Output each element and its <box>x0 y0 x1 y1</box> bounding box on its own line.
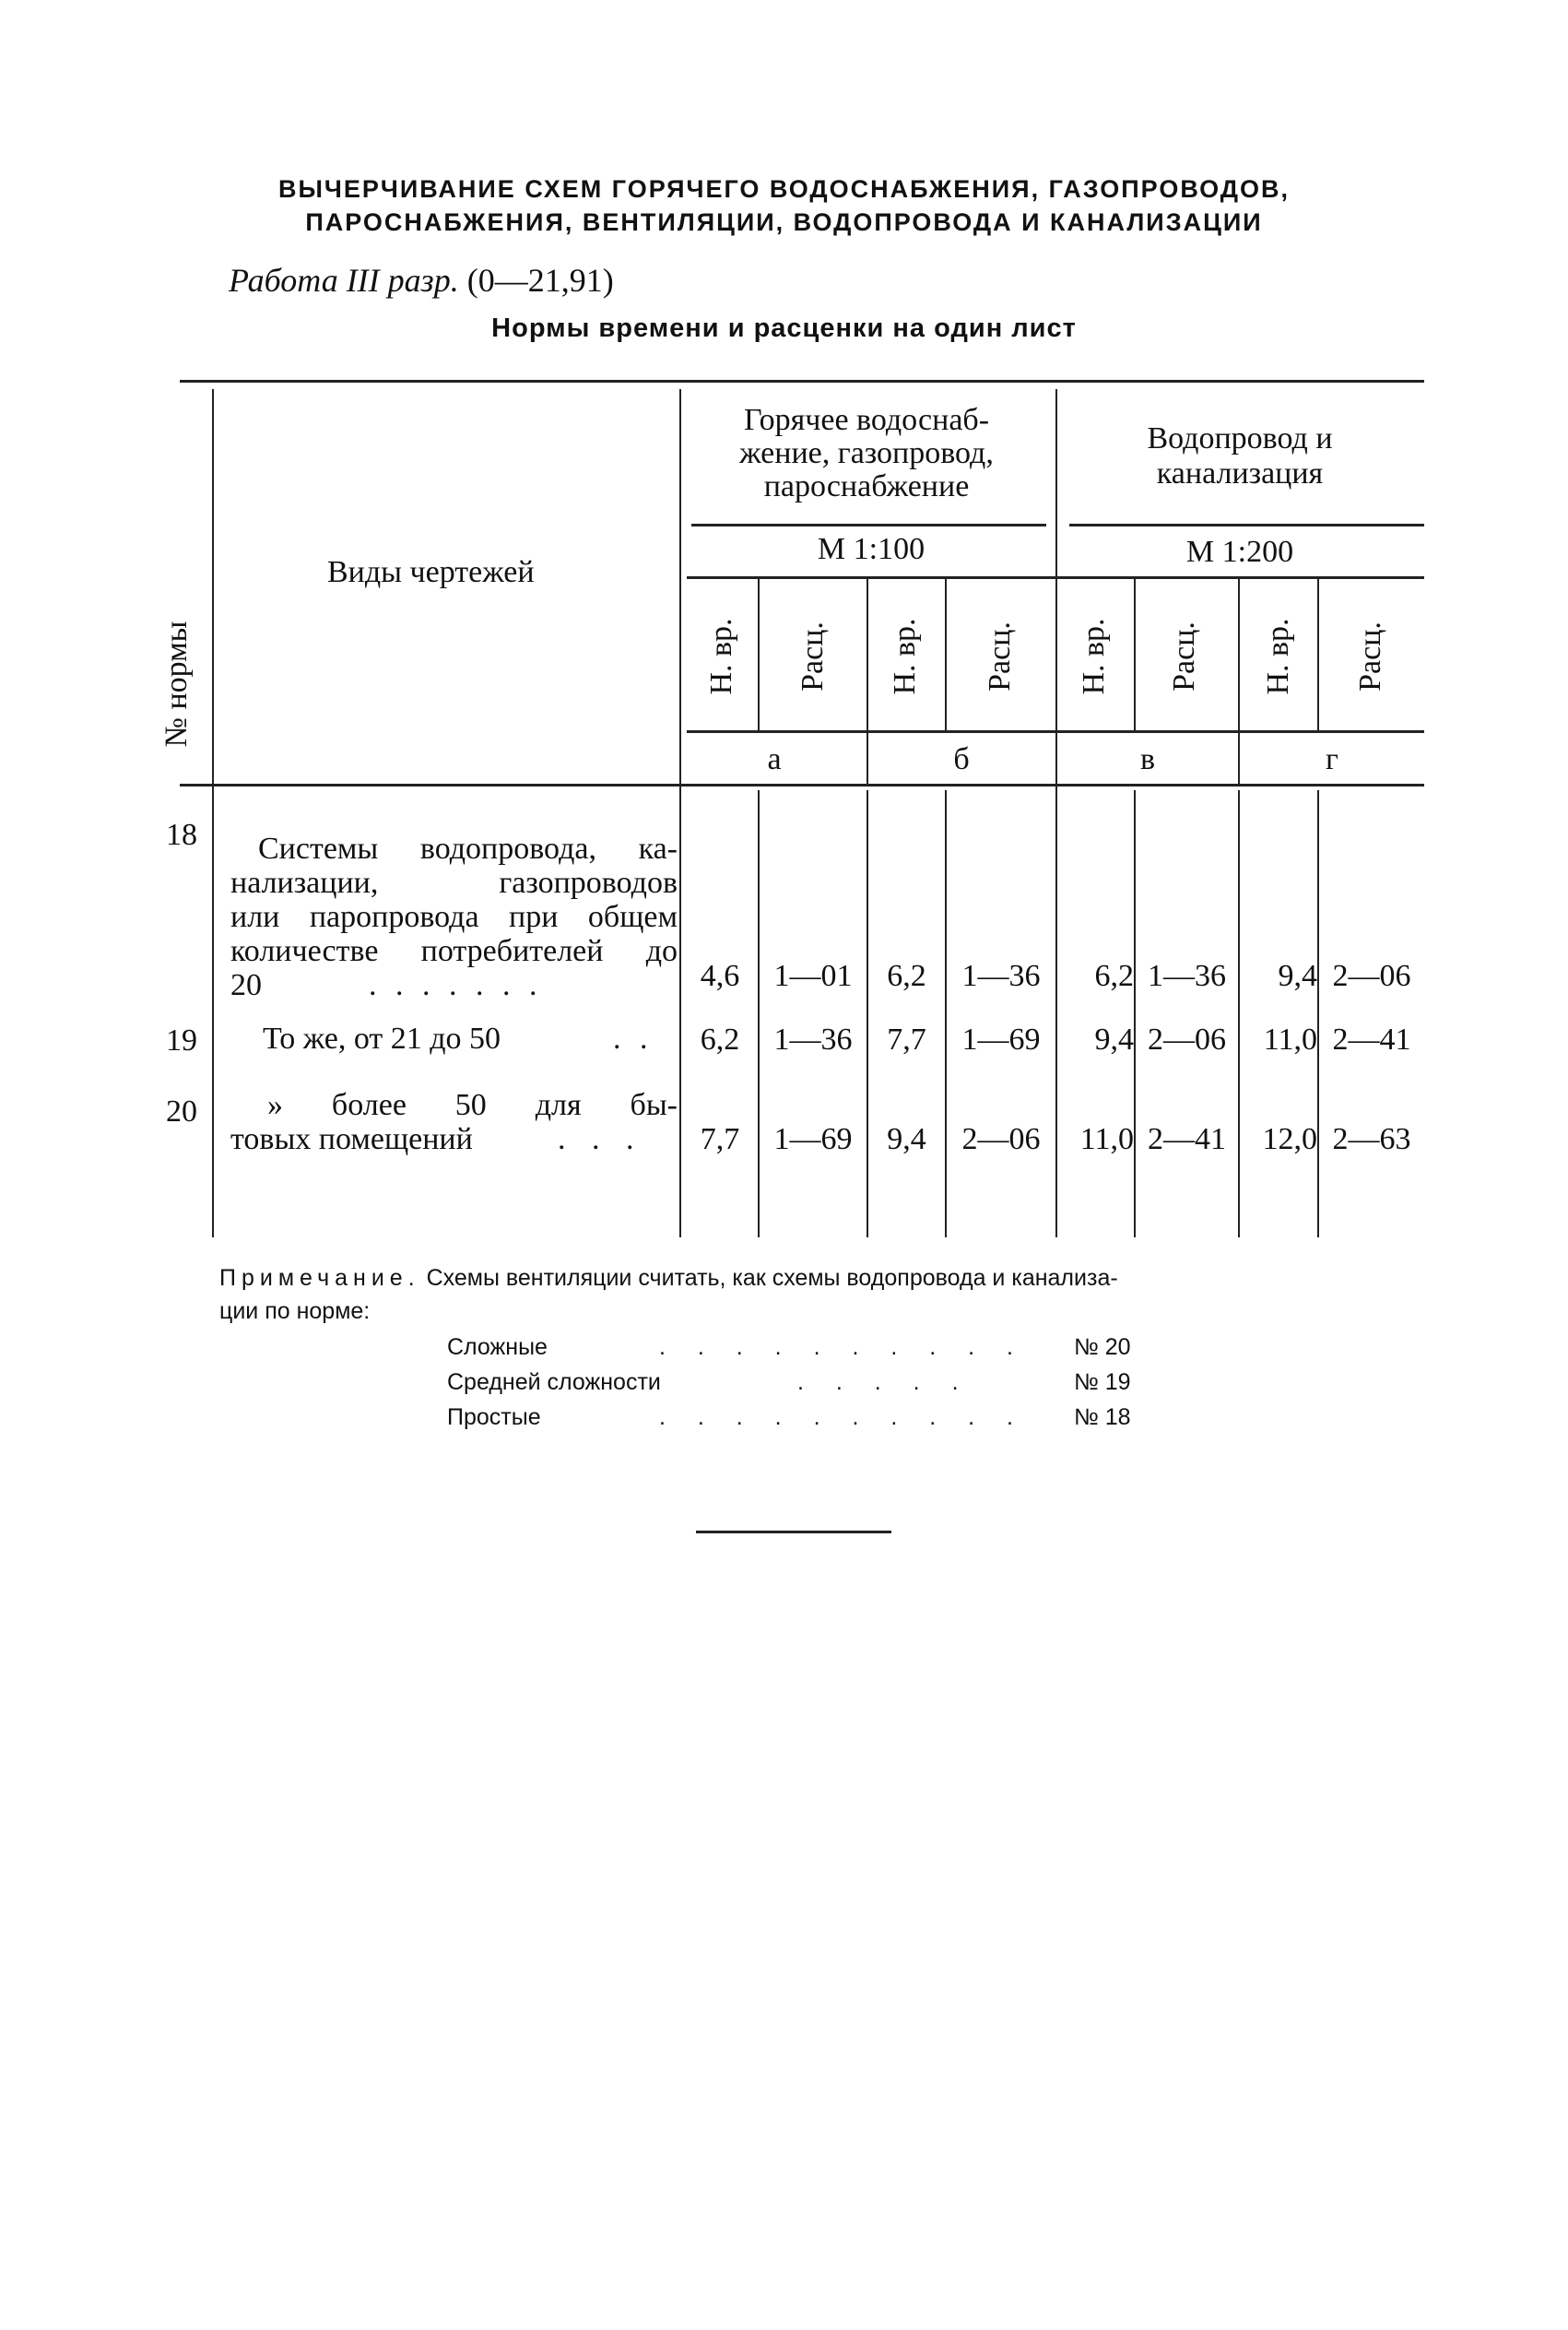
row-19-v-time: 9,4 <box>1094 1023 1134 1057</box>
row-20-g-time: 12,0 <box>1262 1122 1317 1156</box>
col-rule-a <box>758 578 760 730</box>
body-rule-2 <box>867 790 868 1237</box>
title-line-1: ВЫЧЕРЧИВАНИЕ СХЕМ ГОРЯЧЕГО ВОДОСНАБЖЕНИЯ, ГАЗОПРОВОДОВ, <box>277 175 1291 203</box>
note-item-complex <box>447 1334 1148 1369</box>
norms-table <box>159 380 1424 1247</box>
row-18-line-1: Системы водопровода, ка- <box>258 832 678 866</box>
note-item-label: Простые <box>447 1404 541 1430</box>
note-item-medium <box>447 1369 1148 1404</box>
letter-a: а <box>767 742 782 776</box>
table-note <box>219 1261 1418 1328</box>
row-20-number: 20 <box>166 1094 197 1129</box>
body-rule-3 <box>945 790 947 1237</box>
row-18-number: 18 <box>166 818 197 852</box>
note-text-line-2: ции по норме: <box>219 1298 371 1324</box>
header-drawing-types: Виды чертежей <box>327 555 535 589</box>
group1-rule <box>691 524 1046 526</box>
letter-v: в <box>1139 742 1156 776</box>
row-20-dots: . . . <box>558 1122 643 1156</box>
table-top-rule <box>180 380 1424 383</box>
row-19-number: 19 <box>166 1023 197 1058</box>
row-19-b-price: 1—69 <box>961 1023 1041 1057</box>
row-20-description <box>230 1088 678 1156</box>
note-label: Примечание. <box>219 1265 420 1291</box>
col-rule-ab <box>867 578 868 786</box>
note-item-ref: № 20 <box>1074 1334 1131 1360</box>
row-20-b-price: 2—06 <box>961 1122 1041 1156</box>
body-rule-6 <box>1317 790 1319 1237</box>
row-18-g-price: 2—06 <box>1332 959 1411 993</box>
subheader-time-b: Н. вр. <box>888 618 922 695</box>
row-18-a-price: 1—01 <box>773 959 853 993</box>
group1-line-2: жение, газопровод, <box>739 436 994 470</box>
col-rule-g <box>1317 578 1319 730</box>
group1-line-3: пароснабжение <box>763 469 970 503</box>
row-18-description <box>230 832 678 1002</box>
note-item-ref: № 19 <box>1074 1369 1131 1395</box>
scale-1-200: М 1:200 <box>1185 535 1294 569</box>
col-rule-v <box>1134 578 1136 730</box>
row-20-a-price: 1—69 <box>773 1122 853 1156</box>
letter-b: б <box>953 742 970 776</box>
letter-g: г <box>1326 742 1338 776</box>
note-item-dots: . . . . . <box>797 1369 972 1395</box>
row-19-g-time: 11,0 <box>1263 1023 1317 1057</box>
row-19-description <box>230 1022 678 1056</box>
scale-1-100: М 1:100 <box>817 532 925 566</box>
row-19-v-price: 2—06 <box>1148 1023 1226 1057</box>
subheader-time-g: Н. вр. <box>1261 618 1295 695</box>
note-text-line-1: Схемы вентиляции считать, как схемы водопровода и канализа- <box>426 1265 1118 1291</box>
subheader-price-a: Расц. <box>796 621 830 692</box>
col-rule-types <box>679 389 681 1237</box>
col-rule-b <box>945 578 947 730</box>
row-19-g-price: 2—41 <box>1332 1023 1411 1057</box>
row-20-line-1: » более 50 для бы- <box>267 1088 678 1122</box>
subheader-price-g: Расц. <box>1353 621 1387 692</box>
row-18-g-time: 9,4 <box>1278 959 1317 993</box>
row-18-line-2: нализации, газопроводов <box>230 866 678 900</box>
row-18-line-3: или паропровода при общем <box>230 900 678 934</box>
body-rule-5 <box>1238 790 1240 1237</box>
work-grade-label: Работа III разр. <box>229 262 459 299</box>
title-line-2: ПАРОСНАБЖЕНИЯ, ВЕНТИЛЯЦИИ, ВОДОПРОВОДА И КАНАЛИЗАЦИИ <box>305 208 1263 236</box>
row-18-line-5: 20 <box>230 968 262 1002</box>
end-rule <box>696 1531 891 1533</box>
work-grade-code: (0—21,91) <box>466 262 614 299</box>
row-18-dots: . . . . . . . <box>369 968 543 1002</box>
row-18-b-time: 6,2 <box>887 959 926 993</box>
row-20-b-time: 9,4 <box>887 1122 926 1156</box>
row-20-line-2: товых помещений <box>230 1122 473 1156</box>
group2-line-2: канализация <box>1156 456 1324 491</box>
body-rule-1 <box>758 790 760 1237</box>
note-item-dots: . . . . . . . . . . <box>659 1334 1026 1360</box>
note-list <box>447 1334 1148 1439</box>
row-19-a-price: 1—36 <box>773 1023 853 1057</box>
row-20-g-price: 2—63 <box>1332 1122 1411 1156</box>
row-19-b-time: 7,7 <box>887 1023 926 1057</box>
row-19-a-time: 6,2 <box>700 1023 740 1057</box>
row-19-line-1: То же, от 21 до 50 <box>263 1022 501 1056</box>
row-20-v-time: 11,0 <box>1079 1122 1134 1156</box>
subheader-time-v: Н. вр. <box>1077 618 1111 695</box>
group1-line-1: Горячее водоснаб- <box>743 403 990 437</box>
row-18-v-time: 6,2 <box>1094 959 1134 993</box>
group2-rule <box>1069 524 1424 526</box>
row-18-line-4: количестве потребителей до <box>230 934 678 968</box>
header-norm-number: № нормы <box>159 621 194 748</box>
row-20-v-price: 2—41 <box>1148 1122 1226 1156</box>
row-20-a-time: 7,7 <box>700 1122 740 1156</box>
row-18-a-time: 4,6 <box>700 959 740 993</box>
row-19-dots: . . <box>613 1022 654 1056</box>
group2-line-1: Водопровод и <box>1147 421 1333 455</box>
note-item-label: Сложные <box>447 1334 548 1360</box>
subheader-price-b: Расц. <box>983 621 1017 692</box>
note-item-ref: № 18 <box>1074 1404 1131 1430</box>
row-18-v-price: 1—36 <box>1148 959 1226 993</box>
work-grade-line <box>229 261 614 300</box>
note-item-simple <box>447 1404 1148 1439</box>
note-item-label: Средней сложности <box>447 1369 661 1395</box>
row-18-b-price: 1—36 <box>961 959 1041 993</box>
col-rule-groups <box>1055 389 1057 1237</box>
body-rule-4 <box>1134 790 1136 1237</box>
table-subtitle: Нормы времени и расценки на один лист <box>491 313 1077 343</box>
col-rule-number <box>212 389 214 1237</box>
note-item-dots: . . . . . . . . . . <box>659 1404 1026 1430</box>
subheader-time-a: Н. вр. <box>704 618 738 695</box>
subheader-price-v: Расц. <box>1167 621 1201 692</box>
